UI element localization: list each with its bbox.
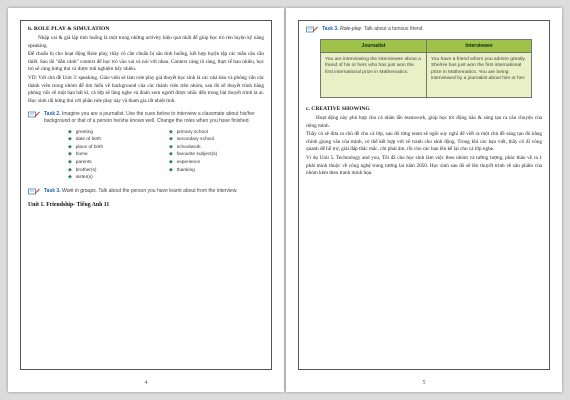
page-right-frame — [298, 20, 550, 370]
diamond-bullet-icon: ◆ — [68, 129, 72, 135]
cue-item: ◆ sister(s) — [68, 175, 93, 181]
cues-column-1 — [68, 129, 163, 182]
task-3-text: Talk about the person you have learnt about from the interview. — [98, 187, 238, 194]
table-cell-interviewee: You have a friend whom you admire greatly. She/He has just won the first international prize in Mathematics. You are being interviewed by a journalist about him or her. — [426, 53, 531, 97]
task-2 — [28, 111, 264, 124]
table-cell-journalist: You are interviewing the interviewee about a friend of his or hers who has just won the first international prize in Mathematics. — [325, 56, 421, 75]
diamond-bullet-icon: ◆ — [68, 137, 72, 143]
role-play-table — [320, 39, 532, 98]
task-3-label: Task 3. — [44, 187, 61, 194]
task-3-mode: Role-play: — [339, 26, 363, 32]
cue-item: ◆ thanking — [169, 167, 195, 173]
task-3-left — [28, 188, 264, 195]
page-right — [286, 8, 562, 392]
cue-item: ◆ schoolwork — [169, 144, 201, 150]
section-heading-role-play: b. ROLE PLAY & SIMULATION — [28, 26, 110, 32]
pencil-book-icon — [28, 188, 40, 198]
paragraph: Để chuẩn bị cho hoạt động Role play, thầy cô cần chuẩn bị sẵn tình huống, kết hợp luyện tập các mẫu câu cần thiết. Sau đó "dẫn cảnh" context để học trò vào vai và nói với nhau. Context càng rõ ràng, thực tế bao nhiêu, học trò sẽ càng hứng thú và được trải nghiệm bấy nhiêu. — [28, 51, 264, 73]
diamond-bullet-icon: ◆ — [169, 167, 173, 173]
diamond-bullet-icon: ◆ — [68, 144, 72, 150]
diamond-bullet-icon: ◆ — [169, 152, 173, 158]
task-3-mode: Work in groups. — [61, 187, 97, 194]
pencil-book-icon — [28, 111, 40, 121]
paragraph: Nhập vai & giả lập tình huống là một trong những activity hiệu quả nhất để giúp học trò rèn luyện kỹ năng speaking. — [28, 35, 264, 49]
diamond-bullet-icon: ◆ — [68, 167, 72, 173]
task-2-text: Imagine you are a journalist. Use the cues below to interview a classmate about his/her background or that of a person he/she knows well. Change the roles when you have finished. — [44, 111, 255, 124]
paragraph: VD: Với chủ đề Unit 3: speaking. Giáo viên sẽ làm role play giả thuyết học sinh là các nhà báo và phỏng vấn các thành viên trong nhóm để tìm hiểu về background của các thành viên trên nhóm, sau đó sẽ thuyết trình bằng phỏng vấn về một bạn bất kì, cả lớp sẽ lắng nghe và đoán xem người được nhắc đến trong bài thuyết trình là ai. Học sinh rất hứng thú với phần role play này và tham gia rất nhiệt tình. — [28, 74, 264, 104]
paragraph: Thầy cô sẽ đưa ra chủ đề cho cả lớp, sau đó từng team sẽ ngồi suy nghĩ để viết ra một chủ đề sáng tạo đó bằng chính giọng văn của mình, có thể kết hợp với vẽ tranh cho sinh động. Trong khi các bạn viết, thầy cô đi vòng quanh để hỗ trợ, giải đáp thắc mắc, chỉ phát âm, rồi cho các bạn lên kể lại cho cả lớp nghe. — [306, 131, 542, 153]
task-2-label: Task 2. — [44, 111, 61, 118]
cue-item: ◆ greeting — [68, 129, 94, 135]
table-header-journalist: Journalist — [321, 40, 426, 53]
cue-item: ◆ home — [68, 152, 88, 158]
section-heading-creative-showing: c. CREATIVE SHOWING — [306, 105, 370, 112]
diamond-bullet-icon: ◆ — [169, 137, 173, 143]
cue-item: ◆ secondary school — [169, 137, 215, 143]
cues-column-2 — [169, 129, 264, 182]
cue-item: ◆ date of birth — [68, 137, 102, 143]
paragraph: Hoạt động này phù hợp cho cả nhân lẫn teamwork, giúp học trò động não & sáng tạo ra câu chuyện của riêng mình. — [306, 114, 542, 129]
task-3-text: Talk about a famous friend. — [363, 26, 424, 32]
page-number: 4 — [144, 380, 148, 386]
cue-item: ◆ parents — [68, 159, 92, 165]
diamond-bullet-icon: ◆ — [169, 144, 173, 150]
cue-item: ◆ favourite subject(s) — [169, 152, 218, 158]
table-header-interviewee: Interviewee — [426, 40, 531, 53]
interview-cues — [28, 129, 264, 182]
cue-item: ◆ experience — [169, 159, 201, 165]
page-left — [8, 8, 284, 392]
diamond-bullet-icon: ◆ — [68, 159, 72, 165]
page-number: 5 — [422, 380, 426, 386]
cue-item: ◆ place of birth — [68, 144, 104, 150]
task-3-right — [306, 26, 542, 33]
cue-item: ◆ primary school — [169, 129, 208, 135]
diamond-bullet-icon: ◆ — [169, 159, 173, 165]
cue-item: ◆ brother(s) — [68, 167, 97, 173]
pencil-book-icon — [306, 26, 318, 36]
diamond-bullet-icon: ◆ — [169, 129, 173, 135]
diamond-bullet-icon: ◆ — [68, 175, 72, 181]
unit-title: Unit 1. Friendship- Tiếng Anh 11 — [28, 202, 110, 209]
diamond-bullet-icon: ◆ — [68, 152, 72, 158]
paragraph: Ví dụ Unit 5. Technology and you, Tôi đã cho học sinh làm việc theo nhóm và tưởng tượng, phác thảo về ra 1 phát minh thuộc về công nghệ trong tương lai năm 2050. Học sinh sau đó sẽ lên thuyết trình về sản phẩm của nhóm kèm theo tranh minh họa. — [306, 154, 542, 177]
page-left-frame — [20, 20, 272, 370]
task-3-label: Task 3. — [322, 26, 339, 32]
